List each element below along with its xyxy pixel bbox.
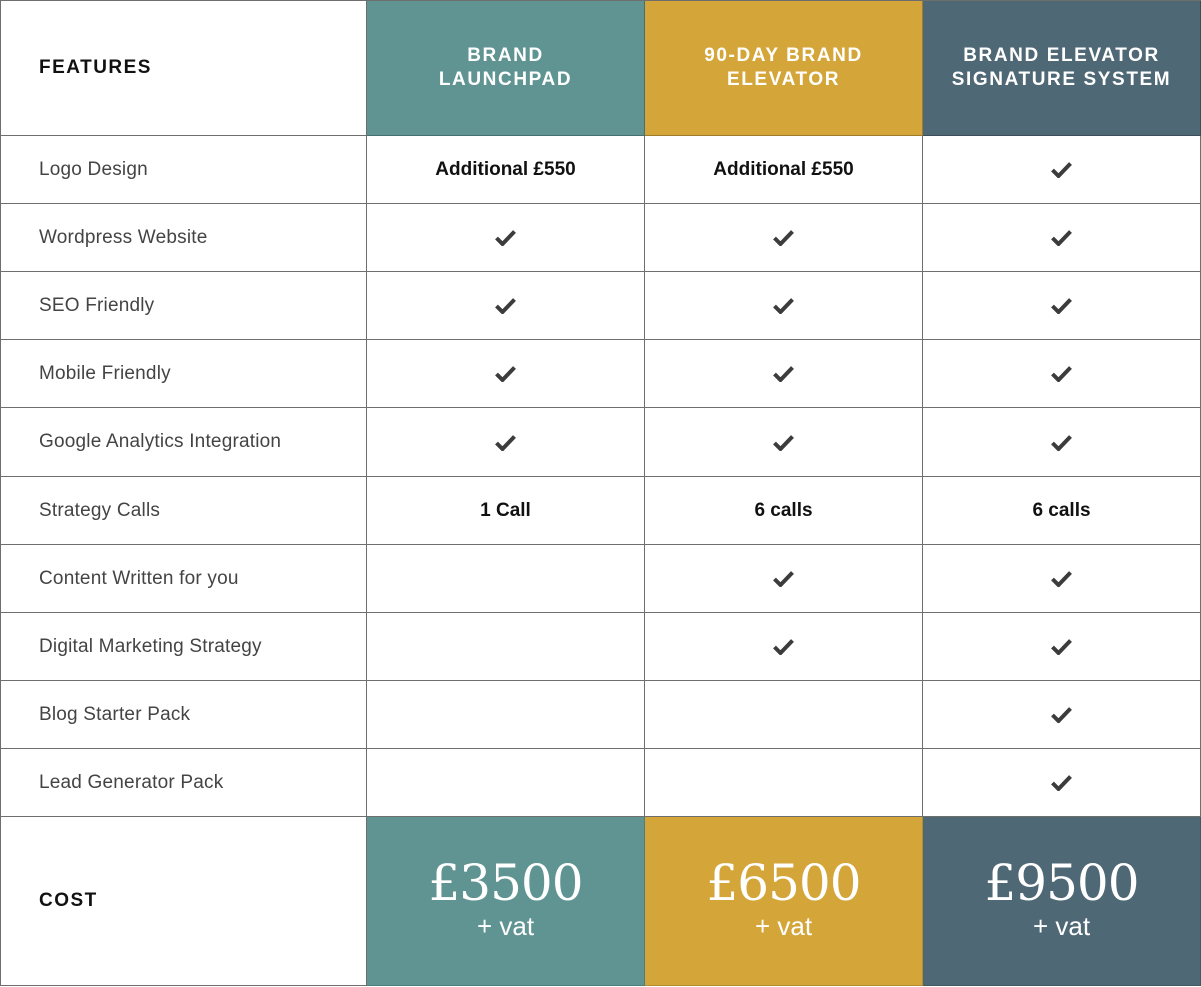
- feature-label-cell: [0, 272, 367, 340]
- plan-feature-cell: [367, 340, 645, 408]
- feature-name: Lead Generator Pack: [39, 771, 224, 793]
- plan-feature-cell: [923, 408, 1201, 477]
- feature-label-cell: [0, 613, 367, 681]
- plan-feature-cell: [645, 477, 923, 545]
- check-icon: [1051, 229, 1072, 246]
- plan-feature-cell: [367, 272, 645, 340]
- plan-feature-value: 6 calls: [754, 499, 813, 521]
- price-vat: + vat: [1032, 911, 1091, 941]
- cost-label-cell: [0, 817, 367, 986]
- price-vat: + vat: [754, 911, 813, 941]
- check-icon: [773, 570, 794, 587]
- plan-feature-cell: [645, 681, 923, 749]
- check-icon: [495, 365, 516, 382]
- check-icon: [773, 434, 794, 451]
- feature-label-cell: [0, 136, 367, 204]
- check-icon: [773, 638, 794, 655]
- feature-name: Mobile Friendly: [39, 362, 171, 384]
- check-icon: [773, 297, 794, 314]
- check-icon: [1051, 774, 1072, 791]
- cost-label: COST: [39, 890, 98, 911]
- plan-feature-cell: [367, 408, 645, 477]
- plan-feature-value: Additional £550: [713, 158, 854, 180]
- check-icon: [773, 229, 794, 246]
- check-icon: [1051, 638, 1072, 655]
- plan-name-line1: BRAND: [467, 44, 544, 66]
- feature-label-cell: [0, 681, 367, 749]
- plan-feature-cell: [367, 136, 645, 204]
- check-icon: [495, 297, 516, 314]
- feature-label-cell: [0, 340, 367, 408]
- plan-feature-cell: [367, 545, 645, 613]
- plan-feature-cell: [645, 545, 923, 613]
- price-amount: £9500: [984, 854, 1139, 912]
- plan-feature-cell: [645, 204, 923, 272]
- price-cell-brand-launchpad: [367, 817, 645, 986]
- price-amount: £6500: [706, 854, 861, 912]
- price-cell-90-day-brand-elevator: [645, 817, 923, 986]
- plan-feature-value: Additional £550: [435, 158, 576, 180]
- plan-feature-cell: [645, 408, 923, 477]
- plan-name-line1: BRAND ELEVATOR: [963, 44, 1160, 66]
- feature-label-cell: [0, 545, 367, 613]
- feature-name: Wordpress Website: [39, 226, 208, 248]
- feature-name: Digital Marketing Strategy: [39, 635, 262, 657]
- plan-feature-cell: [923, 340, 1201, 408]
- plan-feature-cell: [923, 613, 1201, 681]
- plan-name-line1: 90-DAY BRAND: [704, 44, 863, 66]
- plan-feature-cell: [923, 545, 1201, 613]
- plan-name-line2: ELEVATOR: [726, 68, 841, 90]
- plan-header-90-day-brand-elevator: [645, 0, 923, 136]
- plan-feature-value: 6 calls: [1032, 499, 1091, 521]
- plan-feature-cell: [645, 613, 923, 681]
- feature-name: Blog Starter Pack: [39, 703, 191, 725]
- feature-label-cell: [0, 477, 367, 545]
- check-icon: [1051, 434, 1072, 451]
- plan-feature-cell: [923, 136, 1201, 204]
- price-amount: £3500: [428, 854, 583, 912]
- plan-feature-cell: [645, 136, 923, 204]
- feature-name: Strategy Calls: [39, 499, 161, 521]
- plan-feature-cell: [367, 749, 645, 817]
- feature-name: Content Written for you: [39, 567, 239, 589]
- plan-header-brand-launchpad: [367, 0, 645, 136]
- check-icon: [495, 434, 516, 451]
- check-icon: [1051, 365, 1072, 382]
- plan-feature-cell: [367, 613, 645, 681]
- price-vat: + vat: [476, 911, 535, 941]
- plan-feature-cell: [923, 204, 1201, 272]
- features-header-cell: [0, 0, 367, 136]
- check-icon: [773, 365, 794, 382]
- plan-name-line2: LAUNCHPAD: [438, 68, 573, 90]
- plan-feature-cell: [923, 681, 1201, 749]
- plan-feature-cell: [923, 477, 1201, 545]
- plan-feature-cell: [367, 477, 645, 545]
- plan-feature-cell: [645, 340, 923, 408]
- plan-header-brand-elevator-signature-system: [923, 0, 1201, 136]
- plan-feature-cell: [923, 749, 1201, 817]
- plan-name-line2: SIGNATURE SYSTEM: [951, 68, 1172, 90]
- plan-feature-cell: [645, 749, 923, 817]
- check-icon: [1051, 297, 1072, 314]
- feature-name: Logo Design: [39, 158, 148, 180]
- feature-label-cell: [0, 749, 367, 817]
- check-icon: [495, 229, 516, 246]
- price-cell-brand-elevator-signature-system: [923, 817, 1201, 986]
- features-header: FEATURES: [39, 56, 152, 78]
- check-icon: [1051, 570, 1072, 587]
- feature-name: SEO Friendly: [39, 294, 155, 316]
- check-icon: [1051, 161, 1072, 178]
- plan-feature-cell: [923, 272, 1201, 340]
- check-icon: [1051, 706, 1072, 723]
- plan-feature-value: 1 Call: [480, 499, 531, 521]
- plan-feature-cell: [645, 272, 923, 340]
- plan-feature-cell: [367, 681, 645, 749]
- feature-label-cell: [0, 408, 367, 477]
- plan-feature-cell: [367, 204, 645, 272]
- feature-name: Google Analytics Integration: [39, 431, 282, 452]
- feature-label-cell: [0, 204, 367, 272]
